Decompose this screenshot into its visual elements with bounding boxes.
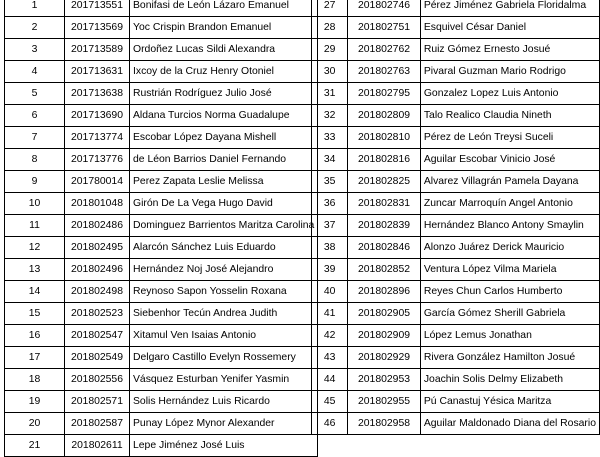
row-number-cell: 2 (5, 17, 65, 39)
student-id-cell: 201713776 (65, 149, 130, 171)
student-id-cell: 201713551 (65, 0, 130, 17)
student-id-cell: 201802556 (65, 369, 130, 391)
student-name-cell: Punay López Mynor Alexander (130, 413, 318, 435)
student-id-cell: 201802763 (348, 61, 421, 83)
table-row (5, 17, 318, 39)
table-row (5, 215, 318, 237)
row-number-cell: 32 (312, 105, 348, 127)
student-name-cell: Alarcón Sánchez Luis Eduardo (130, 237, 318, 259)
table-row (312, 105, 600, 127)
student-table-left-body (5, 0, 318, 457)
student-id-cell: 201802896 (348, 281, 421, 303)
table-row (312, 127, 600, 149)
student-name-cell: Rustrián Rodríguez Julio José (130, 83, 318, 105)
student-id-cell: 201802549 (65, 347, 130, 369)
student-id-cell: 201802825 (348, 171, 421, 193)
student-table-right-body (312, 0, 600, 435)
student-table-right (311, 0, 600, 435)
student-name-cell: Esquivel César Daniel (420, 17, 599, 39)
table-row (5, 171, 318, 193)
student-name-cell: Delgaro Castillo Evelyn Rossemery (130, 347, 318, 369)
student-id-cell: 201802810 (348, 127, 421, 149)
row-number-cell: 3 (5, 39, 65, 61)
table-row (312, 325, 600, 347)
table-row (5, 149, 318, 171)
student-name-cell: Ordoñez Lucas Sildi Alexandra (130, 39, 318, 61)
student-name-cell: Escobar López Dayana Mishell (130, 127, 318, 149)
row-number-cell: 8 (5, 149, 65, 171)
table-row (312, 347, 600, 369)
table-row (312, 171, 600, 193)
table-row (312, 259, 600, 281)
student-id-cell: 201802846 (348, 237, 421, 259)
student-id-cell: 201802495 (65, 237, 130, 259)
row-number-cell: 37 (312, 215, 348, 237)
student-id-cell: 201802831 (348, 193, 421, 215)
row-number-cell: 10 (5, 193, 65, 215)
student-name-cell: Dominguez Barrientos Maritza Carolina (130, 215, 318, 237)
student-name-cell: Pérez Jiménez Gabriela Floridalma (420, 0, 599, 17)
table-row (5, 83, 318, 105)
student-name-cell: Yoc Crispin Brandon Emanuel (130, 17, 318, 39)
student-id-cell: 201802909 (348, 325, 421, 347)
row-number-cell: 16 (5, 325, 65, 347)
table-row (312, 17, 600, 39)
table-row (5, 347, 318, 369)
student-id-cell: 201802523 (65, 303, 130, 325)
student-name-cell: Gonzalez Lopez Luis Antonio (420, 83, 599, 105)
student-name-cell: Ixcoy de la Cruz Henry Otoniel (130, 61, 318, 83)
student-id-cell: 201713774 (65, 127, 130, 149)
student-name-cell: Alvarez Villagrán Pamela Dayana (420, 171, 599, 193)
student-name-cell: Siebenhor Tecún Andrea Judith (130, 303, 318, 325)
student-id-cell: 201802929 (348, 347, 421, 369)
student-id-cell: 201802762 (348, 39, 421, 61)
student-name-cell: Reynoso Sapon Yosselin Roxana (130, 281, 318, 303)
row-number-cell: 44 (312, 369, 348, 391)
student-id-cell: 201802953 (348, 369, 421, 391)
student-id-cell: 201802486 (65, 215, 130, 237)
table-row (5, 61, 318, 83)
row-number-cell: 4 (5, 61, 65, 83)
table-row (312, 369, 600, 391)
row-number-cell: 6 (5, 105, 65, 127)
row-number-cell: 42 (312, 325, 348, 347)
table-row (5, 325, 318, 347)
row-number-cell: 29 (312, 39, 348, 61)
student-name-cell: de Léon Barrios Daniel Fernando (130, 149, 318, 171)
student-id-cell: 201802498 (65, 281, 130, 303)
table-row (312, 391, 600, 413)
student-id-cell: 201802746 (348, 0, 421, 17)
table-row (5, 303, 318, 325)
student-id-cell: 201802809 (348, 105, 421, 127)
row-number-cell: 18 (5, 369, 65, 391)
student-id-cell: 201713631 (65, 61, 130, 83)
row-number-cell: 30 (312, 61, 348, 83)
table-row (312, 149, 600, 171)
row-number-cell: 27 (312, 0, 348, 17)
student-id-cell: 201802751 (348, 17, 421, 39)
table-row (5, 193, 318, 215)
student-id-cell: 201802839 (348, 215, 421, 237)
row-number-cell: 13 (5, 259, 65, 281)
table-row (5, 413, 318, 435)
student-name-cell: Hernández Blanco Antony Smaylin (420, 215, 599, 237)
student-id-cell: 201802611 (65, 435, 130, 457)
student-name-cell: Reyes Chun Carlos Humberto (420, 281, 599, 303)
table-row (312, 193, 600, 215)
row-number-cell: 39 (312, 259, 348, 281)
row-number-cell: 46 (312, 413, 348, 435)
student-id-cell: 201713589 (65, 39, 130, 61)
student-name-cell: Zuncar Marroquín Angel Antonio (420, 193, 599, 215)
row-number-cell: 45 (312, 391, 348, 413)
student-name-cell: Vásquez Esturban Yenifer Yasmin (130, 369, 318, 391)
table-row (312, 61, 600, 83)
table-row (5, 39, 318, 61)
student-table-left (4, 0, 318, 457)
student-id-cell: 201780014 (65, 171, 130, 193)
row-number-cell: 34 (312, 149, 348, 171)
row-number-cell: 40 (312, 281, 348, 303)
student-id-cell: 201802852 (348, 259, 421, 281)
table-row (5, 259, 318, 281)
student-name-cell: Girón De La Vega Hugo David (130, 193, 318, 215)
student-name-cell: Talo Realico Claudia Nineth (420, 105, 599, 127)
student-id-cell: 201713690 (65, 105, 130, 127)
table-row (312, 39, 600, 61)
row-number-cell: 21 (5, 435, 65, 457)
row-number-cell: 15 (5, 303, 65, 325)
table-row (5, 237, 318, 259)
row-number-cell: 1 (5, 0, 65, 17)
student-name-cell: López Lemus Jonathan (420, 325, 599, 347)
row-number-cell: 20 (5, 413, 65, 435)
row-number-cell: 17 (5, 347, 65, 369)
row-number-cell: 36 (312, 193, 348, 215)
table-row (5, 391, 318, 413)
student-name-cell: Joachin Solis Delmy Elizabeth (420, 369, 599, 391)
student-id-cell: 201802955 (348, 391, 421, 413)
student-id-cell: 201801048 (65, 193, 130, 215)
student-name-cell: Aldana Turcios Norma Guadalupe (130, 105, 318, 127)
row-number-cell: 28 (312, 17, 348, 39)
student-id-cell: 201713638 (65, 83, 130, 105)
row-number-cell: 38 (312, 237, 348, 259)
table-row (312, 237, 600, 259)
student-id-cell: 201802587 (65, 413, 130, 435)
student-id-cell: 201802795 (348, 83, 421, 105)
student-id-cell: 201802905 (348, 303, 421, 325)
student-name-cell: Pú Canastuj Yésica Maritza (420, 391, 599, 413)
student-name-cell: Bonifasi de León Lázaro Emanuel (130, 0, 318, 17)
row-number-cell: 19 (5, 391, 65, 413)
table-row (312, 281, 600, 303)
row-number-cell: 31 (312, 83, 348, 105)
table-row (312, 83, 600, 105)
student-name-cell: Ventura López Vilma Mariela (420, 259, 599, 281)
student-name-cell: Perez Zapata Leslie Melissa (130, 171, 318, 193)
table-row (312, 215, 600, 237)
table-row (312, 303, 600, 325)
row-number-cell: 7 (5, 127, 65, 149)
student-name-cell: Xitamul Ven Isaias Antonio (130, 325, 318, 347)
student-name-cell: García Gómez Sherill Gabriela (420, 303, 599, 325)
table-row (5, 0, 318, 17)
table-row (5, 105, 318, 127)
student-name-cell: Solis Hernández Luis Ricardo (130, 391, 318, 413)
row-number-cell: 5 (5, 83, 65, 105)
row-number-cell: 11 (5, 215, 65, 237)
table-row (5, 281, 318, 303)
student-name-cell: Aguilar Maldonado Diana del Rosario (420, 413, 599, 435)
row-number-cell: 9 (5, 171, 65, 193)
student-name-cell: Lepe Jiménez José Luis (130, 435, 318, 457)
row-number-cell: 33 (312, 127, 348, 149)
table-row (312, 413, 600, 435)
table-row (5, 127, 318, 149)
student-id-cell: 201713569 (65, 17, 130, 39)
row-number-cell: 35 (312, 171, 348, 193)
table-row (312, 0, 600, 17)
student-name-cell: Rivera González Hamilton Josué (420, 347, 599, 369)
row-number-cell: 14 (5, 281, 65, 303)
row-number-cell: 43 (312, 347, 348, 369)
student-name-cell: Pérez de León Treysi Suceli (420, 127, 599, 149)
student-id-cell: 201802571 (65, 391, 130, 413)
student-name-cell: Pivaral Guzman Mario Rodrigo (420, 61, 599, 83)
student-name-cell: Alonzo Juárez Derick Mauricio (420, 237, 599, 259)
student-id-cell: 201802496 (65, 259, 130, 281)
student-id-cell: 201802958 (348, 413, 421, 435)
student-id-cell: 201802816 (348, 149, 421, 171)
student-id-cell: 201802547 (65, 325, 130, 347)
row-number-cell: 41 (312, 303, 348, 325)
student-name-cell: Hernández Noj José Alejandro (130, 259, 318, 281)
student-name-cell: Aguilar Escobar Vinicio José (420, 149, 599, 171)
student-name-cell: Ruiz Gómez Ernesto Josué (420, 39, 599, 61)
table-row (5, 369, 318, 391)
row-number-cell: 12 (5, 237, 65, 259)
table-row (5, 435, 318, 457)
